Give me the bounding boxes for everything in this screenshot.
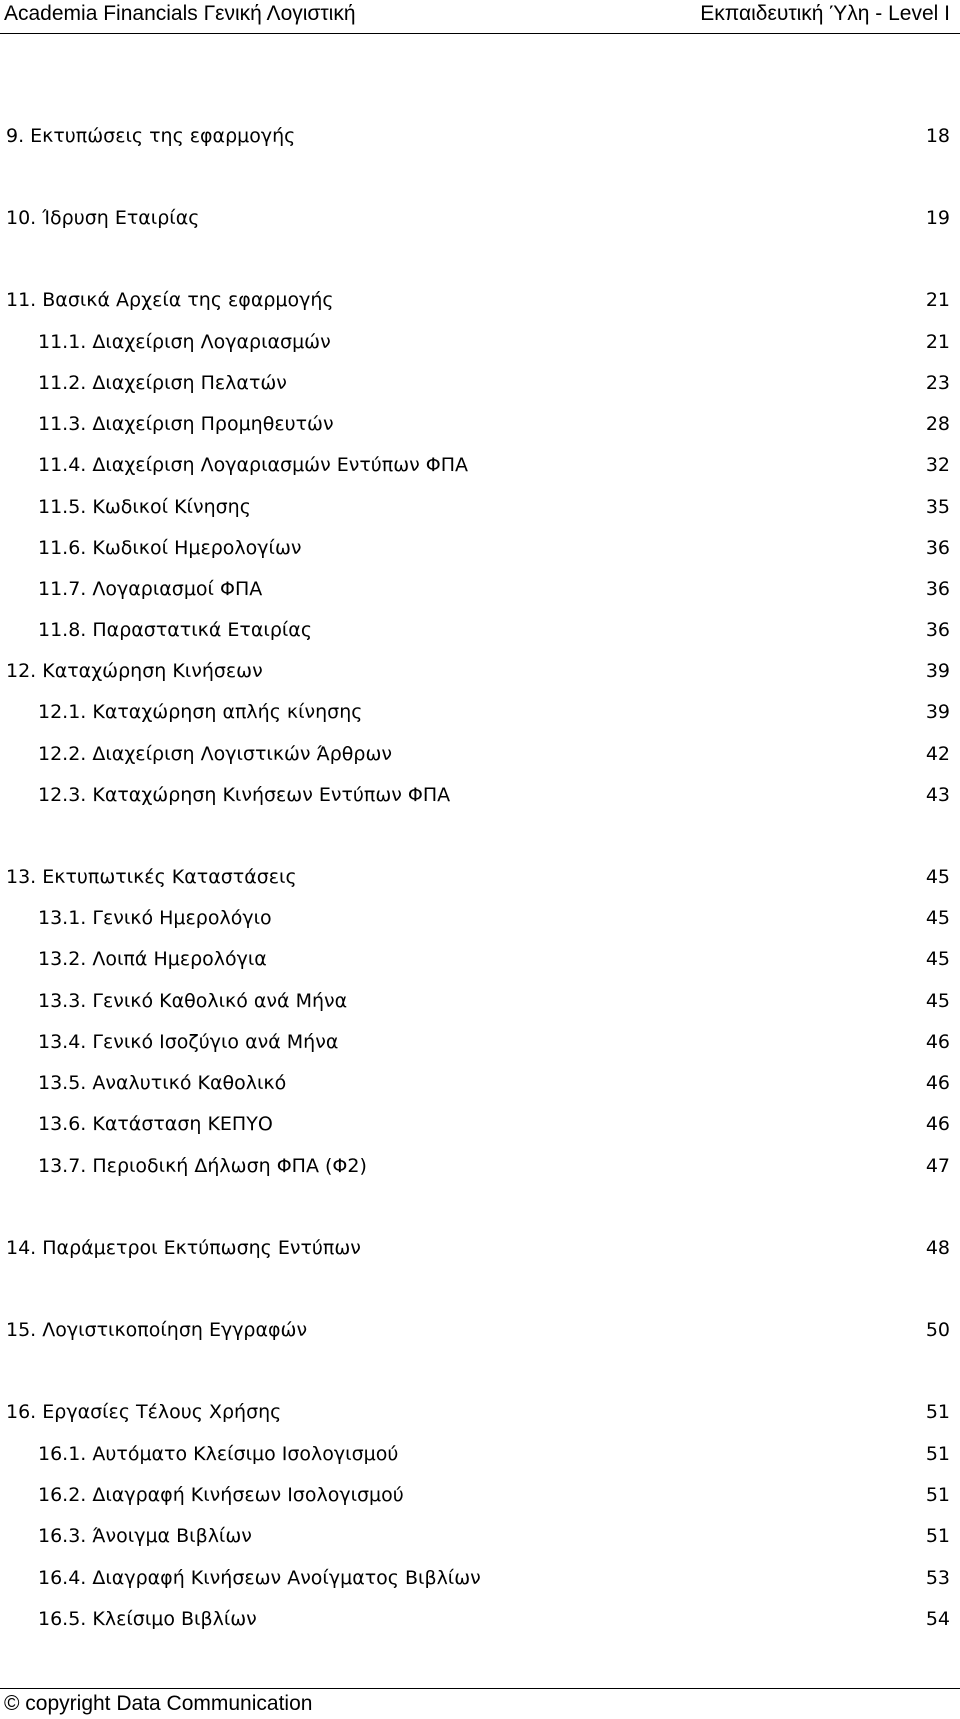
toc-entry-page-number: 19 <box>925 207 950 229</box>
toc-entry[interactable] <box>0 203 960 233</box>
toc-entry-page-number: 50 <box>925 1319 950 1341</box>
toc-entry-page-number: 35 <box>925 496 950 518</box>
toc-entry-page-number: 36 <box>925 537 950 559</box>
toc-entry-page-number: 23 <box>925 372 950 394</box>
toc-entry[interactable] <box>0 1027 960 1057</box>
toc-entry-page-number: 43 <box>925 784 950 806</box>
toc-entry-label: 16.3. Άνοιγμα Βιβλίων <box>38 1525 252 1547</box>
toc-entry[interactable] <box>0 285 960 315</box>
footer-copyright: © copyright Data Communication <box>4 1692 313 1715</box>
toc-entry-label: 12. Καταχώρηση Κινήσεων <box>6 660 263 682</box>
toc-entry-label: 16.1. Αυτόματο Κλείσιμο Ισολογισμού <box>38 1443 399 1465</box>
toc-entry[interactable] <box>0 862 960 892</box>
toc-entry-page-number: 54 <box>925 1608 950 1630</box>
toc-entry-page-number: 51 <box>925 1484 950 1506</box>
toc-entry-label: 12.1. Καταχώρηση απλής κίνησης <box>38 701 363 723</box>
toc-entry-page-number: 45 <box>925 948 950 970</box>
toc-entry[interactable] <box>0 368 960 398</box>
toc-entry[interactable] <box>0 780 960 810</box>
toc-entry-label: 13.5. Αναλυτικό Καθολικό <box>38 1072 287 1094</box>
toc-entry-label: 14. Παράμετροι Εκτύπωσης Εντύπων <box>6 1237 361 1259</box>
toc-entry[interactable] <box>0 1563 960 1593</box>
toc-entry[interactable] <box>0 574 960 604</box>
toc-entry[interactable] <box>0 739 960 769</box>
toc-entry-page-number: 46 <box>925 1031 950 1053</box>
toc-entry[interactable] <box>0 533 960 563</box>
toc-entry-label: 11.1. Διαχείριση Λογαριασμών <box>38 331 331 353</box>
toc-entry[interactable] <box>0 656 960 686</box>
toc-entry[interactable] <box>0 1397 960 1427</box>
toc-entry[interactable] <box>0 903 960 933</box>
toc-entry-label: 11.8. Παραστατικά Εταιρίας <box>38 619 312 641</box>
toc-entry[interactable] <box>0 1604 960 1634</box>
toc-entry-label: 11.5. Κωδικοί Κίνησης <box>38 496 251 518</box>
toc-entry[interactable] <box>0 1233 960 1263</box>
toc-entry-page-number: 51 <box>925 1401 950 1423</box>
toc-entry-page-number: 28 <box>925 413 950 435</box>
toc-entry[interactable] <box>0 492 960 522</box>
header-document-title: Academia Financials Γενική Λογιστική <box>4 2 356 25</box>
toc-entry-label: 16.2. Διαγραφή Κινήσεων Ισολογισμού <box>38 1484 404 1506</box>
toc-entry-label: 13. Εκτυπωτικές Καταστάσεις <box>6 866 297 888</box>
toc-entry[interactable] <box>0 450 960 480</box>
toc-entry-label: 16.5. Κλείσιμο Βιβλίων <box>38 1608 257 1630</box>
toc-entry-page-number: 45 <box>925 990 950 1012</box>
toc-entry-page-number: 18 <box>925 125 950 147</box>
toc-entry[interactable] <box>0 1439 960 1469</box>
toc-entry-label: 13.2. Λοιπά Ημερολόγια <box>38 948 267 970</box>
toc-entry[interactable] <box>0 986 960 1016</box>
toc-entry-page-number: 32 <box>925 454 950 476</box>
toc-entry[interactable] <box>0 1109 960 1139</box>
toc-entry-page-number: 21 <box>925 289 950 311</box>
toc-entry[interactable] <box>0 697 960 727</box>
toc-entry[interactable] <box>0 1315 960 1345</box>
toc-entry-label: 12.2. Διαχείριση Λογιστικών Άρθρων <box>38 743 393 765</box>
toc-entry-page-number: 39 <box>925 701 950 723</box>
toc-entry[interactable] <box>0 615 960 645</box>
toc-entry-page-number: 36 <box>925 578 950 600</box>
page-footer <box>0 1688 960 1719</box>
toc-entry-label: 13.6. Κατάσταση ΚΕΠΥΟ <box>38 1113 273 1135</box>
toc-entry-label: 13.4. Γενικό Ισοζύγιο ανά Μήνα <box>38 1031 339 1053</box>
toc-entry-label: 10. Ίδρυση Εταιρίας <box>6 207 200 229</box>
toc-entry-label: 13.3. Γενικό Καθολικό ανά Μήνα <box>38 990 348 1012</box>
toc-entry[interactable] <box>0 1068 960 1098</box>
toc-entry-label: 13.7. Περιοδική Δήλωση ΦΠΑ (Φ2) <box>38 1155 367 1177</box>
toc-entry[interactable] <box>0 121 960 151</box>
toc-entry-label: 11.6. Κωδικοί Ημερολογίων <box>38 537 302 559</box>
toc-entry-page-number: 51 <box>925 1525 950 1547</box>
toc-entry[interactable] <box>0 1521 960 1551</box>
toc-entry-label: 9. Εκτυπώσεις της εφαρμογής <box>6 125 296 147</box>
toc-entry-label: 13.1. Γενικό Ημερολόγιο <box>38 907 272 929</box>
toc-entry-page-number: 46 <box>925 1072 950 1094</box>
toc-entry-page-number: 39 <box>925 660 950 682</box>
toc-entry-label: 15. Λογιστικοποίηση Εγγραφών <box>6 1319 308 1341</box>
toc-entry-page-number: 46 <box>925 1113 950 1135</box>
toc-entry-label: 11.4. Διαχείριση Λογαριασμών Εντύπων ΦΠΑ <box>38 454 469 476</box>
toc-entry-page-number: 36 <box>925 619 950 641</box>
toc-entry[interactable] <box>0 1480 960 1510</box>
header-level-label: Εκπαιδευτική Ύλη - Level I <box>700 2 950 25</box>
toc-entry-page-number: 48 <box>925 1237 950 1259</box>
toc-entry-page-number: 51 <box>925 1443 950 1465</box>
toc-entry[interactable] <box>0 944 960 974</box>
toc-entry-page-number: 21 <box>925 331 950 353</box>
toc-entry[interactable] <box>0 1151 960 1181</box>
toc-entry-page-number: 47 <box>925 1155 950 1177</box>
toc-entry-label: 16.4. Διαγραφή Κινήσεων Ανοίγματος Βιβλίων <box>38 1567 481 1589</box>
toc-entry-page-number: 53 <box>925 1567 950 1589</box>
toc-entry[interactable] <box>0 327 960 357</box>
toc-entry-page-number: 45 <box>925 866 950 888</box>
toc-entry[interactable] <box>0 409 960 439</box>
toc-entry-label: 12.3. Καταχώρηση Κινήσεων Εντύπων ΦΠΑ <box>38 784 451 806</box>
toc-entry-label: 16. Εργασίες Τέλους Χρήσης <box>6 1401 282 1423</box>
toc-entry-page-number: 45 <box>925 907 950 929</box>
toc-entry-page-number: 42 <box>925 743 950 765</box>
toc-entry-label: 11. Βασικά Αρχεία της εφαρμογής <box>6 289 334 311</box>
toc-entry-label: 11.7. Λογαριασμοί ΦΠΑ <box>38 578 263 600</box>
toc-entry-label: 11.3. Διαχείριση Προμηθευτών <box>38 413 334 435</box>
toc-entry-label: 11.2. Διαχείριση Πελατών <box>38 372 287 394</box>
